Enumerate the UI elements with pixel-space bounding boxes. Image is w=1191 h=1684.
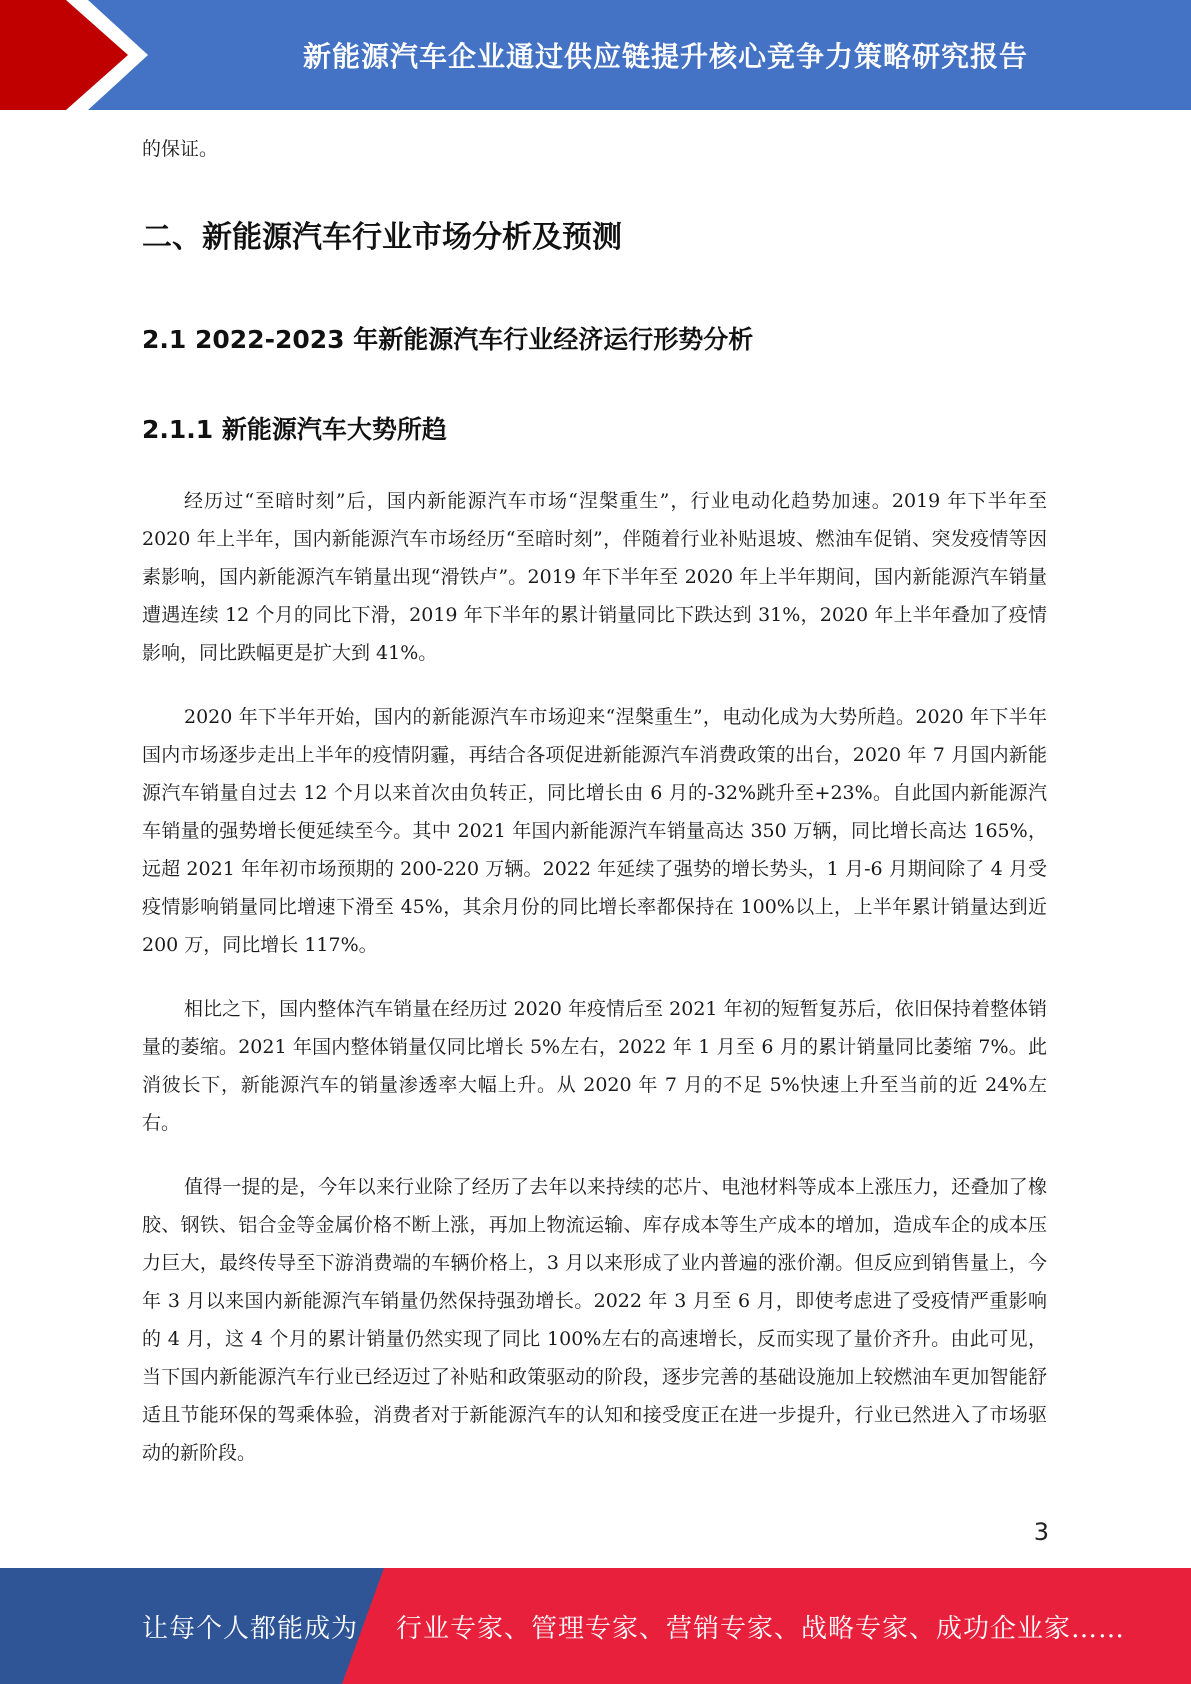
paragraph-gap: [142, 672, 1047, 698]
leading-text-block: [142, 130, 1047, 168]
paragraph: 值得一提的是，今年以来行业除了经历了去年以来持续的芯片、电池材料等成本上涨压力，还叠加了橡胶、钢铁、铝合金等金属价格不断上涨，再加上物流运输、库存成本等生产成本的增加，造成车企的成本压力巨大，最终传导至下游消费端的车辆价格上，3 月以来形成了业内普遍的涨价潮。但反应到销售量上，今年 3 月以来国内新能源汽车销量仍然保持强劲增长。2022 年 3 月至 6 月，即使考虑进了受疫情严重影响的 4 月，这 4 个月的累计销量仍然实现了同比 100%左右的高速增长，反而实现了量价齐升。由此可见，当下国内新能源汽车行业已经迈过了补贴和政策驱动的阶段，逐步完善的基础设施加上较燃油车更加智能舒适且节能环保的驾乘体验，消费者对于新能源汽车的认知和接受度正在进一步提升，行业已然进入了市场驱动的新阶段。: [142, 1176, 1047, 1464]
footer-slogan-right: 行业专家、管理专家、营销专家、战略专家、成功企业家……: [396, 1613, 1126, 1644]
page-header-band: [0, 0, 1191, 110]
paragraph: 2020 年下半年开始，国内的新能源汽车市场迎来“涅槃重生”，电动化成为大势所趋。2020 年下半年国内市场逐步走出上半年的疫情阴霾，再结合各项促进新能源汽车消费政策的出台，2020 年 7 月国内新能源汽车销量自过去 12 个月以来首次由负转正，同比增长由 6 月的-32%跳升至+23%。自此国内新能源汽车销量的强势增长便延续至今。其中 2021 年国内新能源汽车销量高达 350 万辆，同比增长高达 165%，远超 2021 年年初市场预期的 200-220 万辆。2022 年延续了强势的增长势头，1 月-6 月期间除了 4 月受疫情影响销量同比增速下滑至 45%，其余月份的同比增长率都保持在 100%以上，上半年累计销量达到近 200 万，同比增长 117%。: [142, 706, 1047, 956]
page-number: 3: [1033, 1518, 1049, 1546]
leading-text: 的保证。: [142, 138, 219, 160]
subsubsection-heading: 2.1.1 新能源汽车大势所趋: [142, 415, 447, 444]
paragraph: 相比之下，国内整体汽车销量在经历过 2020 年疫情后至 2021 年初的短暂复苏后，依旧保持着整体销量的萎缩。2021 年国内整体销量仅同比增长 5%左右，2022 年 1 月至 6 月的累计销量同比萎缩 7%。此消彼长下，新能源汽车的销量渗透率大幅上升。从 2020 年 7 月的不足 5%快速上升至当前的近 24%左右。: [142, 998, 1047, 1134]
report-title: 新能源汽车企业通过供应链提升核心竞争力策略研究报告: [302, 40, 1028, 73]
subsection-heading: 2.1 2022-2023 年新能源汽车行业经济运行形势分析: [142, 325, 754, 354]
footer-slogan-left: 让每个人都能成为: [142, 1613, 359, 1644]
paragraph-gap: [142, 964, 1047, 990]
page-footer-band: [0, 1568, 1191, 1684]
body-text: [142, 482, 1047, 1472]
paragraph-gap: [142, 1142, 1047, 1168]
paragraph: 经历过“至暗时刻”后，国内新能源汽车市场“涅槃重生”，行业电动化趋势加速。2019 年下半年至 2020 年上半年，国内新能源汽车市场经历“至暗时刻”，伴随着行业补贴退坡、燃油车促销、突发疫情等因素影响，国内新能源汽车销量出现“滑铁卢”。2019 年下半年至 2020 年上半年期间，国内新能源汽车销量遭遇连续 12 个月的同比下滑，2019 年下半年的累计销量同比下跌达到 31%，2020 年上半年叠加了疫情影响，同比跌幅更是扩大到 41%。: [142, 490, 1047, 664]
section-heading: 二、新能源汽车行业市场分析及预测: [142, 220, 622, 255]
header-arrow-decoration: [0, 0, 200, 110]
